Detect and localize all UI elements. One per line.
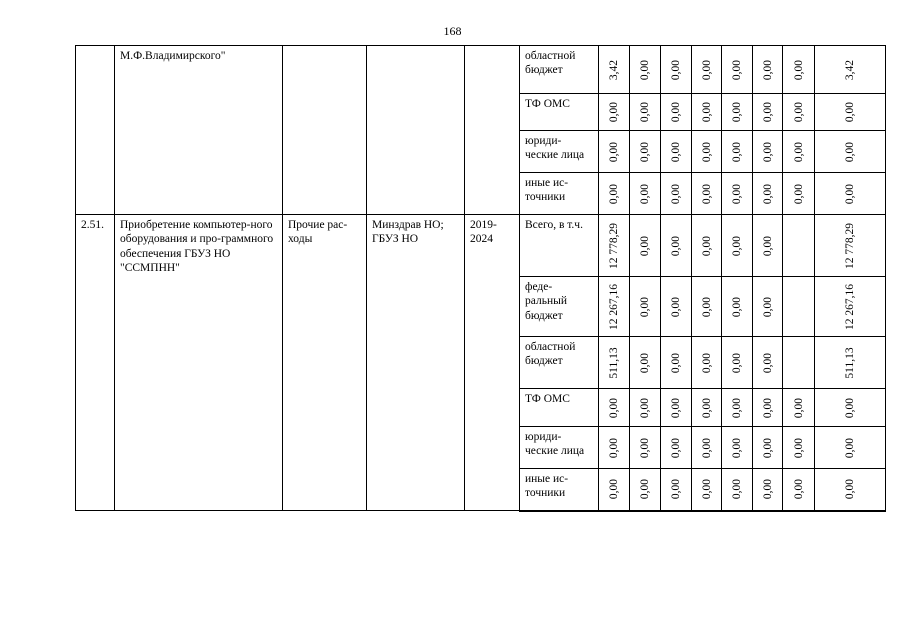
amount-value: 0,00 <box>730 437 743 458</box>
amount-value: 511,13 <box>843 346 856 379</box>
amount-value: 0,00 <box>730 479 743 500</box>
amount-cell <box>599 215 630 277</box>
amount-value: 12 778,29 <box>607 222 620 269</box>
funding-source: иные ис-точники <box>520 469 599 511</box>
amount-value: 0,00 <box>700 352 713 373</box>
amount-cell <box>783 94 815 131</box>
amount-cell <box>815 277 886 337</box>
amount-cell <box>692 469 722 511</box>
funding-source: иные ис-точники <box>520 173 599 215</box>
amount-value: 0,00 <box>638 352 651 373</box>
amount-cell <box>753 277 783 337</box>
table-row <box>76 46 886 94</box>
funding-source: Всего, в т.ч. <box>520 215 599 277</box>
item-number: 2.51. <box>76 215 115 511</box>
executor: Минздрав НО; ГБУЗ НО <box>367 215 465 511</box>
amount-value: 0,00 <box>638 397 651 418</box>
amount-value: 0,00 <box>607 141 620 162</box>
amount-cell <box>753 131 783 173</box>
amount-cell <box>815 469 886 511</box>
amount-cell <box>599 277 630 337</box>
amount-value: 0,00 <box>669 296 682 317</box>
amount-value: 0,00 <box>761 296 774 317</box>
amount-cell <box>722 469 753 511</box>
amount-cell <box>753 173 783 215</box>
amount-cell <box>722 277 753 337</box>
amount-value: 0,00 <box>761 183 774 204</box>
table-row <box>76 215 886 277</box>
amount-cell <box>630 427 661 469</box>
amount-cell <box>630 131 661 173</box>
amount-value: 0,00 <box>607 437 620 458</box>
amount-value: 0,00 <box>843 141 856 162</box>
amount-cell <box>753 389 783 427</box>
item-number <box>76 46 115 215</box>
funding-source: юриди-ческие лица <box>520 427 599 469</box>
amount-cell <box>753 337 783 389</box>
amount-value: 0,00 <box>843 183 856 204</box>
funding-source: областной бюджет <box>520 337 599 389</box>
amount-cell <box>783 469 815 511</box>
amount-value: 0,00 <box>761 59 774 80</box>
amount-cell <box>815 427 886 469</box>
amount-value: 0,00 <box>638 183 651 204</box>
amount-value: 0,00 <box>792 437 805 458</box>
amount-value: 12 778,29 <box>843 222 856 269</box>
amount-value: 0,00 <box>761 235 774 256</box>
amount-cell <box>692 427 722 469</box>
amount-cell <box>783 131 815 173</box>
budget-table <box>75 45 886 512</box>
amount-value: 0,00 <box>792 397 805 418</box>
amount-value: 0,00 <box>638 437 651 458</box>
amount-cell <box>661 215 692 277</box>
amount-cell <box>630 46 661 94</box>
amount-cell <box>692 215 722 277</box>
amount-value: 0,00 <box>700 183 713 204</box>
amount-cell <box>722 427 753 469</box>
amount-value: 0,00 <box>700 397 713 418</box>
amount-cell <box>815 46 886 94</box>
item-name: М.Ф.Владимирского" <box>115 46 283 215</box>
expense-type: Прочие рас-ходы <box>283 215 367 511</box>
amount-value: 0,00 <box>730 183 743 204</box>
amount-value: 0,00 <box>638 141 651 162</box>
amount-value: 0,00 <box>792 101 805 123</box>
amount-cell <box>692 46 722 94</box>
amount-cell <box>630 215 661 277</box>
amount-cell <box>630 173 661 215</box>
amount-cell <box>661 337 692 389</box>
amount-value: 0,00 <box>669 437 682 458</box>
amount-value: 0,00 <box>843 479 856 500</box>
amount-value: 3,42 <box>607 59 620 80</box>
amount-value: 0,00 <box>669 141 682 162</box>
amount-cell <box>692 131 722 173</box>
amount-cell <box>783 427 815 469</box>
funding-source: ТФ ОМС <box>520 389 599 427</box>
amount-value: 0,00 <box>700 479 713 500</box>
amount-value: 3,42 <box>843 59 856 80</box>
amount-value: 0,00 <box>638 59 651 80</box>
amount-cell <box>815 337 886 389</box>
amount-cell <box>599 337 630 389</box>
amount-cell <box>599 427 630 469</box>
funding-source: феде-ральный бюджет <box>520 277 599 337</box>
amount-value: 0,00 <box>761 101 774 123</box>
period: 2019-2024 <box>465 215 520 511</box>
amount-value: 0,00 <box>700 101 713 123</box>
amount-cell <box>815 389 886 427</box>
amount-cell <box>661 131 692 173</box>
amount-cell <box>692 94 722 131</box>
amount-cell <box>630 337 661 389</box>
amount-cell <box>783 277 815 337</box>
amount-cell <box>661 389 692 427</box>
funding-source: областной бюджет <box>520 46 599 94</box>
amount-value: 0,00 <box>669 352 682 373</box>
amount-cell <box>722 131 753 173</box>
amount-value: 0,00 <box>669 397 682 418</box>
amount-value: 0,00 <box>792 59 805 80</box>
amount-value: 0,00 <box>700 437 713 458</box>
amount-cell <box>783 215 815 277</box>
amount-cell <box>783 337 815 389</box>
amount-cell <box>599 389 630 427</box>
amount-value: 0,00 <box>761 141 774 162</box>
period <box>465 46 520 215</box>
amount-cell <box>661 46 692 94</box>
amount-value: 0,00 <box>700 141 713 162</box>
amount-cell <box>692 337 722 389</box>
amount-cell <box>661 469 692 511</box>
amount-cell <box>783 173 815 215</box>
amount-cell <box>753 46 783 94</box>
expense-type <box>283 46 367 215</box>
amount-value: 0,00 <box>669 479 682 500</box>
amount-cell <box>722 46 753 94</box>
amount-cell <box>630 94 661 131</box>
amount-cell <box>599 173 630 215</box>
amount-cell <box>599 46 630 94</box>
amount-cell <box>661 94 692 131</box>
amount-value: 0,00 <box>700 59 713 80</box>
amount-cell <box>753 469 783 511</box>
amount-value: 12 267,16 <box>607 283 620 330</box>
amount-cell <box>815 94 886 131</box>
amount-value: 0,00 <box>638 296 651 317</box>
amount-cell <box>599 131 630 173</box>
amount-value: 0,00 <box>730 141 743 162</box>
amount-value: 0,00 <box>669 183 682 204</box>
amount-cell <box>783 389 815 427</box>
amount-value: 0,00 <box>669 235 682 256</box>
amount-value: 12 267,16 <box>843 283 856 330</box>
amount-value: 0,00 <box>730 296 743 317</box>
amount-cell <box>722 94 753 131</box>
amount-value: 0,00 <box>669 101 682 123</box>
amount-value: 0,00 <box>607 397 620 418</box>
amount-cell <box>692 389 722 427</box>
amount-cell <box>722 337 753 389</box>
amount-cell <box>661 427 692 469</box>
amount-cell <box>722 173 753 215</box>
amount-value: 0,00 <box>792 479 805 500</box>
amount-value: 0,00 <box>730 235 743 256</box>
amount-value: 0,00 <box>730 101 743 123</box>
amount-cell <box>661 173 692 215</box>
item-name: Приобретение компьютер-ного оборудования и про-граммного обеспечения ГБУЗ НО "ССМПНН" <box>115 215 283 511</box>
amount-cell <box>753 427 783 469</box>
amount-value: 0,00 <box>607 101 620 123</box>
amount-value: 0,00 <box>761 479 774 500</box>
amount-value: 0,00 <box>730 397 743 418</box>
page-number: 168 <box>443 24 462 38</box>
amount-value: 0,00 <box>761 437 774 458</box>
amount-cell <box>783 46 815 94</box>
amount-value: 0,00 <box>761 397 774 418</box>
amount-value: 0,00 <box>843 101 856 123</box>
amount-value: 0,00 <box>730 352 743 373</box>
amount-cell <box>661 277 692 337</box>
amount-value: 0,00 <box>843 437 856 458</box>
amount-value: 511,13 <box>607 346 620 379</box>
amount-cell <box>753 215 783 277</box>
amount-value: 0,00 <box>792 141 805 162</box>
amount-value: 0,00 <box>730 59 743 80</box>
amount-value: 0,00 <box>792 183 805 204</box>
amount-value: 0,00 <box>638 479 651 500</box>
amount-cell <box>722 215 753 277</box>
amount-value: 0,00 <box>638 235 651 256</box>
amount-cell <box>630 469 661 511</box>
funding-source: ТФ ОМС <box>520 94 599 131</box>
amount-value: 0,00 <box>607 479 620 500</box>
amount-value: 0,00 <box>843 397 856 418</box>
amount-cell <box>815 173 886 215</box>
amount-value: 0,00 <box>669 59 682 80</box>
amount-cell <box>815 215 886 277</box>
amount-value: 0,00 <box>761 352 774 373</box>
amount-cell <box>630 277 661 337</box>
amount-value: 0,00 <box>607 183 620 204</box>
amount-cell <box>630 389 661 427</box>
funding-source: юриди-ческие лица <box>520 131 599 173</box>
amount-cell <box>599 469 630 511</box>
amount-cell <box>692 173 722 215</box>
executor <box>367 46 465 215</box>
amount-cell <box>599 94 630 131</box>
amount-value: 0,00 <box>700 296 713 317</box>
amount-cell <box>815 131 886 173</box>
amount-value: 0,00 <box>638 101 651 123</box>
amount-cell <box>722 389 753 427</box>
amount-value: 0,00 <box>700 235 713 256</box>
amount-cell <box>692 277 722 337</box>
amount-cell <box>753 94 783 131</box>
